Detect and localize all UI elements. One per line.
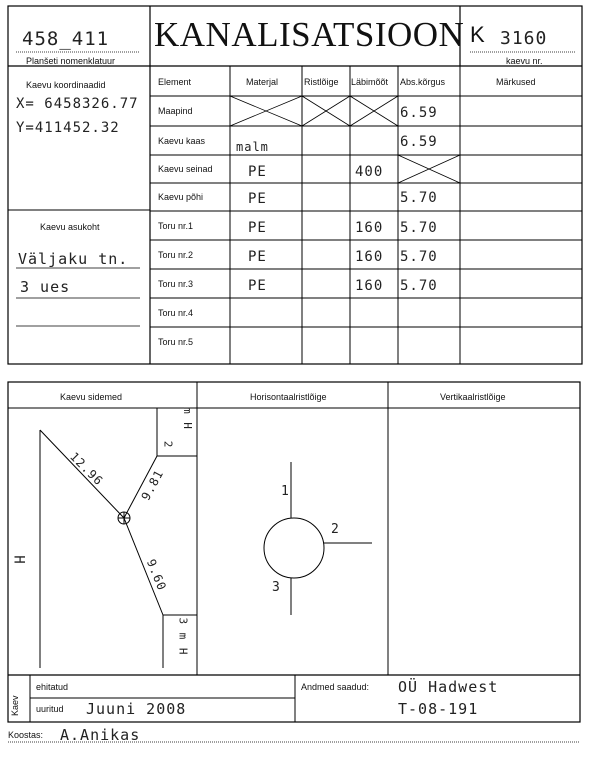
cell-materjal: PE [248, 220, 267, 236]
uuritud-label: uuritud [36, 704, 64, 714]
cell-abs: 6.59 [400, 105, 438, 121]
col-materjal: Materjal [246, 77, 279, 87]
col-abs-korgus: Abs.kõrgus [400, 77, 446, 87]
cell-materjal: PE [248, 249, 267, 265]
location-title: Kaevu asukoht [40, 222, 100, 232]
row-element: Toru nr.5 [158, 337, 194, 347]
plansheet-value: 458_411 [22, 28, 110, 50]
cell-abs: 5.70 [400, 249, 438, 265]
cell-abs: 5.70 [400, 190, 438, 206]
coordinate-x: X= 6458326.77 [16, 96, 139, 112]
label-bottom-right: 3 m H [176, 617, 190, 656]
koostas-label: Koostas: [8, 730, 44, 740]
koostas-value: A.Anikas [60, 726, 141, 744]
distance-1: 12.96 [67, 449, 107, 489]
page-title: KANALISATSIOON [154, 15, 465, 54]
col-ristloige: Ristlõige [304, 77, 339, 87]
cell-abs: 5.70 [400, 278, 438, 294]
location-line2: 3 ues [20, 278, 71, 296]
label-top-right: m H [180, 407, 194, 430]
pipe-label-2: 2 [331, 522, 340, 537]
andmed-label: Andmed saadud: [301, 682, 370, 692]
cell-materjal: PE [248, 191, 267, 207]
ehitatud-label: ehitatud [36, 682, 69, 692]
cell-labimoot: 160 [355, 249, 384, 265]
distance-2: 9.81 [138, 467, 167, 503]
kaev-label: Kaev [10, 695, 20, 716]
row-element: Kaevu kaas [158, 136, 206, 146]
row-element: Toru nr.1 [158, 221, 194, 231]
row-element: Toru nr.2 [158, 250, 194, 260]
row-element: Toru nr.3 [158, 279, 194, 289]
cell-abs: 6.59 [400, 134, 438, 150]
distance-3: 9.60 [143, 557, 170, 593]
andmed-value-2: T-08-191 [398, 700, 479, 718]
well-letter: K [470, 22, 485, 47]
col-markused: Märkused [496, 77, 536, 87]
row-element: Kaevu põhi [158, 192, 204, 202]
sidemed-header: Kaevu sidemed [60, 392, 123, 402]
plansheet-label: Planšeti nomenklatuur [26, 56, 116, 66]
row-element: Toru nr.4 [158, 308, 194, 318]
col-labimoot: Läbimõõt [351, 77, 389, 87]
row-element: Kaevu seinad [158, 164, 213, 174]
coordinates-title: Kaevu koordinaadid [26, 80, 106, 90]
uuritud-value: Juuni 2008 [86, 700, 187, 718]
cell-materjal: PE [248, 278, 267, 294]
coordinate-y: Y=411452.32 [16, 120, 120, 136]
andmed-value-1: OÜ Hadwest [398, 678, 499, 696]
well-number-label: kaevu nr. [506, 56, 543, 66]
location-line1: Väljaku tn. [18, 250, 129, 268]
pipe-label-1: 1 [281, 484, 290, 499]
pipe-label-3: 3 [272, 580, 281, 595]
cell-materjal: PE [248, 164, 267, 180]
cell-labimoot: 160 [355, 220, 384, 236]
col-element: Element [158, 77, 192, 87]
label-left: H [10, 555, 27, 565]
horisontaal-header: Horisontaalristlõige [250, 392, 327, 402]
cell-labimoot: 400 [355, 164, 384, 180]
vertikaal-header: Vertikaalristlõige [440, 392, 506, 402]
well-number: 3160 [500, 28, 548, 49]
cell-materjal: malm [236, 140, 269, 154]
row-element: Maapind [158, 106, 193, 116]
cell-abs: 5.70 [400, 220, 438, 236]
cell-labimoot: 160 [355, 278, 384, 294]
label-top-right-num: 2 [161, 440, 175, 449]
